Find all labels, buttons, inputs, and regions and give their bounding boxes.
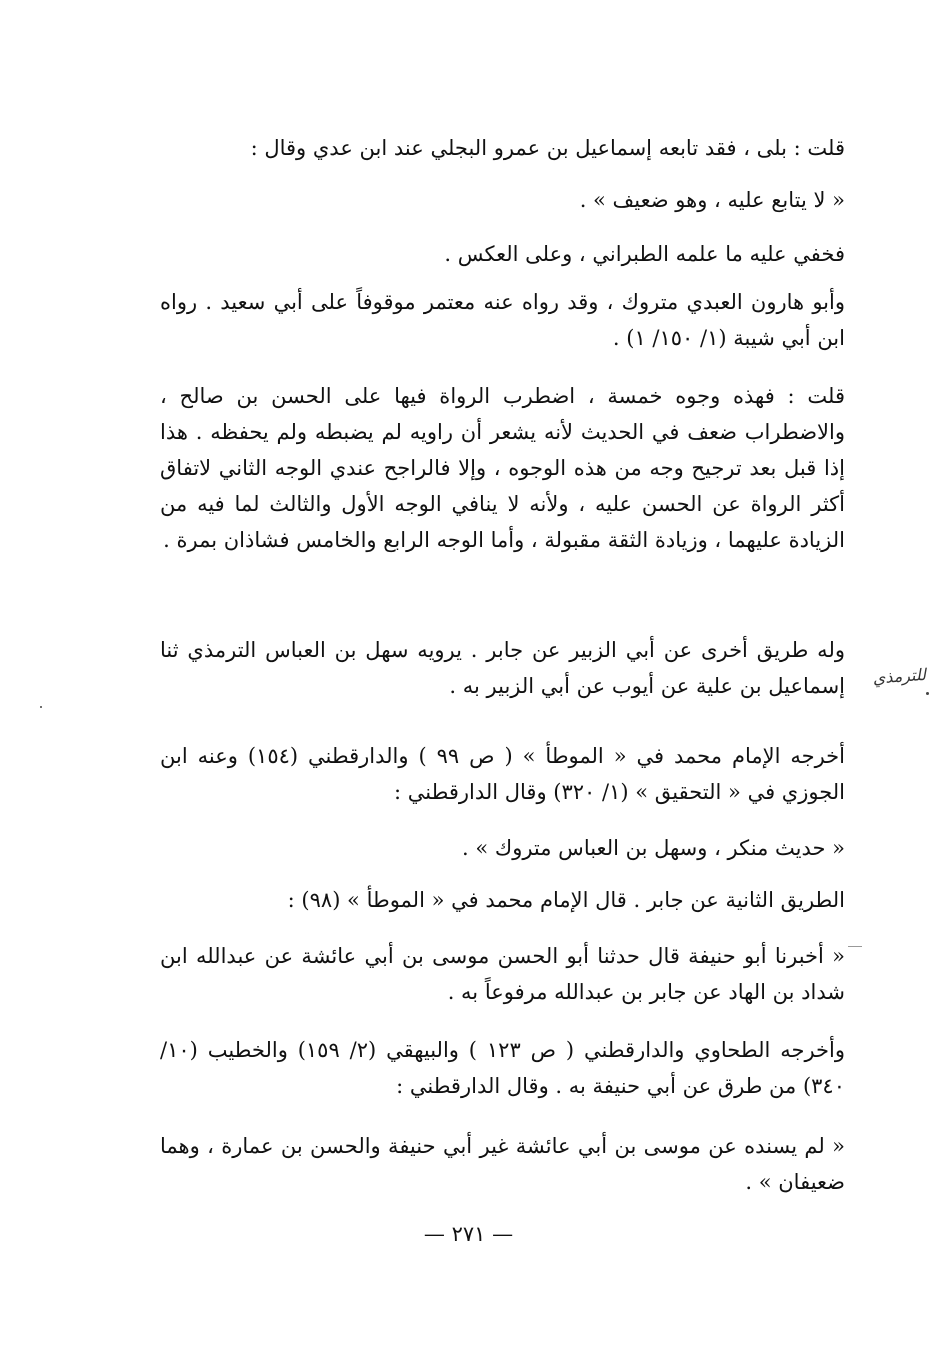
paragraph-4: وأبو هارون العبدي متروك ، وقد رواه عنه معتمر موقوفاً على أبي سعيد . رواه ابن أبي شيبة (١/ ١٥٠/ ١) . bbox=[160, 290, 845, 350]
page-number: — ٢٧١ — bbox=[423, 1222, 514, 1246]
paragraph-6: وله طريق أخرى عن أبي الزبير عن جابر . يرويه سهل بن العباس الترمذي ثنا إسماعيل بن علية عن أيوب عن أبي الزبير به . bbox=[160, 638, 845, 698]
scan-speck bbox=[40, 706, 42, 708]
paragraph-11: وأخرجه الطحاوي والدارقطني ( ص ١٢٣ ) والبيهقي (٢/ ١٥٩) والخطيب (١٠/ ٣٤٠) من طرق عن أبي حنيفة به . وقال الدارقطني : bbox=[160, 1038, 845, 1098]
handwritten-margin-note: للترمذي bbox=[872, 664, 927, 688]
paragraph-9: الطريق الثانية عن جابر . قال الإمام محمد في « الموطأ » (٩٨) : bbox=[287, 888, 845, 912]
scan-speck bbox=[926, 692, 929, 695]
paragraph-7: أخرجه الإمام محمد في « الموطأ » ( ص ٩٩ ) والدارقطني (١٥٤) وعنه ابن الجوزي في « التحقيق » (١/ ٣٢٠) وقال الدارقطني : bbox=[160, 744, 846, 804]
paragraph-12: « لم يسنده عن موسى بن أبي عائشة غير أبي حنيفة والحسن بن عمارة ، وهما ضعيفان » . bbox=[160, 1134, 845, 1194]
paragraph-3: فخفي عليه ما علمه الطبراني ، وعلى العكس . bbox=[444, 242, 845, 266]
paragraph-5: قلت : فهذه وجوه خمسة ، اضطرب الرواة فيها على الحسن بن صالح ، والاضطراب ضعف في الحديث لأنه يشعر أن راويه لم يضبطه ولم يحفظه . هذا إذا قبل بعد ترجيح وجه من هذه الوجوه ، وإلا فالراجح عندي الوجه الثاني لاتفاق أكثر الرواة عن الحسن عليه ، ولأنه لا ينافي الوجه الأول والثالث لما فيه من الزيادة عليهما ، وزيادة الثقة مقبولة ، وأما الوجه الرابع والخامس فشاذان بمرة . bbox=[160, 384, 845, 552]
paragraph-10: « أخبرنا أبو حنيفة قال حدثنا أبو الحسن موسى بن أبي عائشة عن عبدالله ابن شداد بن الهاد عن جابر بن عبدالله مرفوعاً به . bbox=[160, 944, 845, 1004]
paragraph-2: « لا يتابع عليه ، وهو ضعيف » . bbox=[579, 188, 845, 212]
paragraph-1: قلت : بلى ، فقد تابعه إسماعيل بن عمرو البجلي عند ابن عدي وقال : bbox=[250, 136, 845, 160]
scan-mark bbox=[848, 946, 862, 947]
paragraph-8: « حديث منكر ، وسهل بن العباس متروك » . bbox=[462, 836, 845, 860]
